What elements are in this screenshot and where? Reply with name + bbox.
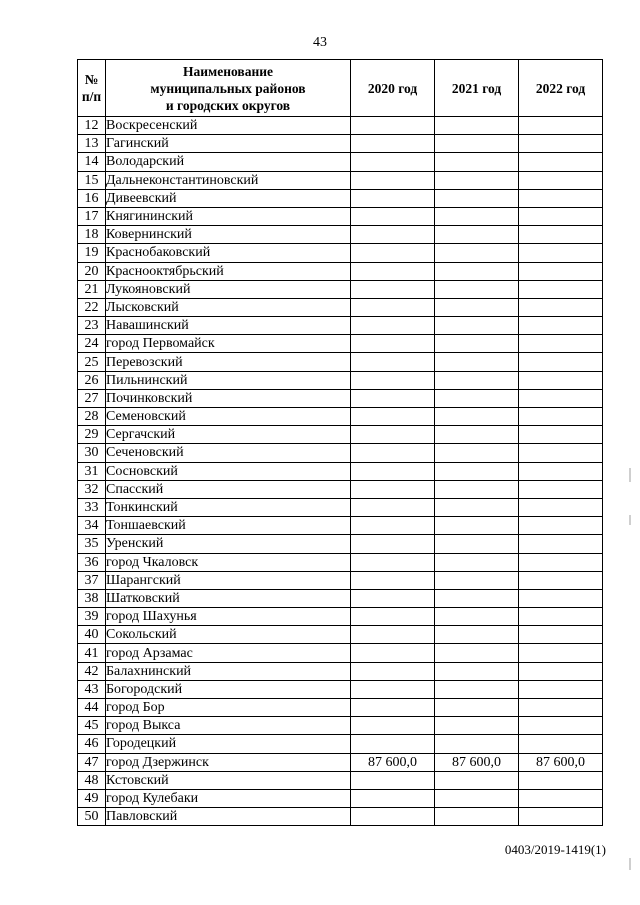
table-row [78, 371, 603, 389]
value-2020 [351, 353, 435, 371]
value-2022 [519, 189, 603, 207]
scan-mark [629, 468, 631, 482]
district-name: Пильнинский [106, 371, 351, 389]
value-2021 [435, 771, 519, 789]
row-number: 18 [78, 226, 106, 244]
table-row [78, 699, 603, 717]
value-2021 [435, 244, 519, 262]
district-name: Балахнинский [106, 662, 351, 680]
value-2021 [435, 371, 519, 389]
value-2021 [435, 662, 519, 680]
value-2020 [351, 226, 435, 244]
district-name: город Чкаловск [106, 553, 351, 571]
row-number: 41 [78, 644, 106, 662]
value-2022 [519, 171, 603, 189]
value-2021 [435, 426, 519, 444]
value-2020 [351, 789, 435, 807]
value-2022 [519, 808, 603, 826]
table-header-row [78, 60, 603, 117]
value-2022 [519, 207, 603, 225]
header-number-line2: п/п [81, 89, 102, 104]
district-name: Воскресенский [106, 117, 351, 135]
value-2021 [435, 153, 519, 171]
table-row [78, 262, 603, 280]
value-2020 [351, 426, 435, 444]
district-name: Краснобаковский [106, 244, 351, 262]
value-2021 [435, 680, 519, 698]
district-name: Шатковский [106, 589, 351, 607]
table-row [78, 626, 603, 644]
value-2022 [519, 335, 603, 353]
table-row [78, 498, 603, 516]
table-body [78, 117, 603, 826]
value-2021 [435, 480, 519, 498]
value-2022 [519, 117, 603, 135]
table-row [78, 680, 603, 698]
row-number: 39 [78, 608, 106, 626]
value-2020 [351, 280, 435, 298]
header-number-line1: № [84, 72, 99, 87]
district-name: Ковернинский [106, 226, 351, 244]
value-2020 [351, 189, 435, 207]
value-2022 [519, 717, 603, 735]
header-number [78, 60, 106, 117]
value-2022 [519, 244, 603, 262]
value-2020 [351, 644, 435, 662]
district-name: город Выкса [106, 717, 351, 735]
table-row [78, 171, 603, 189]
district-name: Сосновский [106, 462, 351, 480]
value-2022 [519, 462, 603, 480]
district-name: город Бор [106, 699, 351, 717]
row-number: 44 [78, 699, 106, 717]
value-2020 [351, 699, 435, 717]
table-row [78, 207, 603, 225]
district-name: Лукояновский [106, 280, 351, 298]
row-number: 30 [78, 444, 106, 462]
value-2021 [435, 517, 519, 535]
value-2021 [435, 298, 519, 316]
district-name: Краснооктябрьский [106, 262, 351, 280]
value-2020 [351, 498, 435, 516]
value-2020 [351, 626, 435, 644]
row-number: 16 [78, 189, 106, 207]
value-2020 [351, 517, 435, 535]
value-2021 [435, 789, 519, 807]
value-2021 [435, 735, 519, 753]
district-name: Богородский [106, 680, 351, 698]
value-2021 [435, 226, 519, 244]
value-2020 [351, 717, 435, 735]
value-2020 [351, 608, 435, 626]
header-name-line3: и городских округов [165, 97, 291, 113]
table-row [78, 335, 603, 353]
value-2020 [351, 153, 435, 171]
value-2020 [351, 589, 435, 607]
value-2022 [519, 608, 603, 626]
value-2022 [519, 535, 603, 553]
value-2021 [435, 353, 519, 371]
header-2020: 2020 год [351, 60, 435, 117]
value-2020 [351, 171, 435, 189]
table-row [78, 789, 603, 807]
value-2021 [435, 317, 519, 335]
value-2022 [519, 226, 603, 244]
value-2020 [351, 662, 435, 680]
table-row [78, 426, 603, 444]
row-number: 45 [78, 717, 106, 735]
table-row [78, 771, 603, 789]
district-name: Городецкий [106, 735, 351, 753]
row-number: 32 [78, 480, 106, 498]
value-2021 [435, 699, 519, 717]
row-number: 17 [78, 207, 106, 225]
value-2020 [351, 535, 435, 553]
row-number: 48 [78, 771, 106, 789]
table-row [78, 153, 603, 171]
table-row [78, 117, 603, 135]
value-2022 [519, 662, 603, 680]
value-2021 [435, 717, 519, 735]
value-2022 [519, 280, 603, 298]
row-number: 25 [78, 353, 106, 371]
value-2021: 87 600,0 [435, 753, 519, 771]
value-2020 [351, 117, 435, 135]
row-number: 14 [78, 153, 106, 171]
header-name-line1: Наименование [183, 63, 273, 79]
scan-mark [629, 515, 631, 525]
value-2020: 87 600,0 [351, 753, 435, 771]
table-row [78, 317, 603, 335]
value-2020 [351, 135, 435, 153]
table-row [78, 244, 603, 262]
row-number: 49 [78, 789, 106, 807]
municipalities-table [77, 59, 603, 826]
row-number: 35 [78, 535, 106, 553]
table-row [78, 662, 603, 680]
value-2021 [435, 608, 519, 626]
value-2022 [519, 789, 603, 807]
value-2020 [351, 462, 435, 480]
value-2021 [435, 444, 519, 462]
district-name: Семеновский [106, 408, 351, 426]
value-2022 [519, 735, 603, 753]
table-row [78, 408, 603, 426]
district-name: Княгининский [106, 207, 351, 225]
table-row [78, 389, 603, 407]
value-2021 [435, 262, 519, 280]
row-number: 28 [78, 408, 106, 426]
value-2020 [351, 335, 435, 353]
value-2021 [435, 553, 519, 571]
row-number: 12 [78, 117, 106, 135]
table-row [78, 753, 603, 771]
table-row [78, 353, 603, 371]
row-number: 23 [78, 317, 106, 335]
table-row [78, 571, 603, 589]
value-2020 [351, 680, 435, 698]
value-2022 [519, 298, 603, 316]
value-2022 [519, 135, 603, 153]
table-row [78, 808, 603, 826]
value-2022 [519, 353, 603, 371]
district-name: город Первомайск [106, 335, 351, 353]
value-2022 [519, 480, 603, 498]
value-2020 [351, 371, 435, 389]
district-name: Тоншаевский [106, 517, 351, 535]
value-2022 [519, 317, 603, 335]
row-number: 27 [78, 389, 106, 407]
district-name: Лысковский [106, 298, 351, 316]
value-2021 [435, 171, 519, 189]
value-2022 [519, 444, 603, 462]
table-row [78, 608, 603, 626]
district-name: Кстовский [106, 771, 351, 789]
row-number: 40 [78, 626, 106, 644]
row-number: 42 [78, 662, 106, 680]
row-number: 13 [78, 135, 106, 153]
district-name: город Дзержинск [106, 753, 351, 771]
value-2020 [351, 553, 435, 571]
value-2022: 87 600,0 [519, 753, 603, 771]
district-name: Спасский [106, 480, 351, 498]
value-2022 [519, 498, 603, 516]
value-2021 [435, 135, 519, 153]
value-2021 [435, 189, 519, 207]
table-row [78, 644, 603, 662]
value-2022 [519, 371, 603, 389]
value-2022 [519, 644, 603, 662]
district-name: Перевозский [106, 353, 351, 371]
value-2020 [351, 735, 435, 753]
row-number: 19 [78, 244, 106, 262]
value-2020 [351, 207, 435, 225]
district-name: Починковский [106, 389, 351, 407]
table-row [78, 535, 603, 553]
district-name: город Шахунья [106, 608, 351, 626]
value-2020 [351, 771, 435, 789]
value-2022 [519, 771, 603, 789]
district-name: город Арзамас [106, 644, 351, 662]
header-2021: 2021 год [435, 60, 519, 117]
value-2021 [435, 498, 519, 516]
row-number: 37 [78, 571, 106, 589]
table-row [78, 298, 603, 316]
row-number: 50 [78, 808, 106, 826]
row-number: 43 [78, 680, 106, 698]
table-row [78, 553, 603, 571]
district-name: Гагинский [106, 135, 351, 153]
table-row [78, 735, 603, 753]
district-name: Сергачский [106, 426, 351, 444]
value-2021 [435, 626, 519, 644]
district-name: Сокольский [106, 626, 351, 644]
value-2021 [435, 335, 519, 353]
header-name-line2: муниципальных районов [150, 80, 306, 96]
table-row [78, 589, 603, 607]
value-2021 [435, 408, 519, 426]
district-name: Павловский [106, 808, 351, 826]
value-2022 [519, 389, 603, 407]
row-number: 26 [78, 371, 106, 389]
value-2020 [351, 244, 435, 262]
value-2022 [519, 517, 603, 535]
page-number: 43 [313, 35, 327, 50]
value-2020 [351, 389, 435, 407]
value-2021 [435, 535, 519, 553]
table-row [78, 444, 603, 462]
district-name: Уренский [106, 535, 351, 553]
row-number: 20 [78, 262, 106, 280]
value-2022 [519, 626, 603, 644]
row-number: 38 [78, 589, 106, 607]
row-number: 33 [78, 498, 106, 516]
district-name: Шарангский [106, 571, 351, 589]
value-2021 [435, 808, 519, 826]
row-number: 29 [78, 426, 106, 444]
value-2022 [519, 426, 603, 444]
value-2022 [519, 699, 603, 717]
district-name: Володарский [106, 153, 351, 171]
row-number: 34 [78, 517, 106, 535]
value-2020 [351, 298, 435, 316]
value-2022 [519, 553, 603, 571]
value-2020 [351, 444, 435, 462]
table-row [78, 717, 603, 735]
value-2020 [351, 480, 435, 498]
row-number: 46 [78, 735, 106, 753]
value-2020 [351, 262, 435, 280]
row-number: 24 [78, 335, 106, 353]
value-2022 [519, 153, 603, 171]
value-2022 [519, 262, 603, 280]
value-2022 [519, 680, 603, 698]
table-row [78, 462, 603, 480]
district-name: Тонкинский [106, 498, 351, 516]
table-row [78, 226, 603, 244]
table-row [78, 480, 603, 498]
value-2021 [435, 462, 519, 480]
row-number: 36 [78, 553, 106, 571]
district-name: Сеченовский [106, 444, 351, 462]
value-2020 [351, 571, 435, 589]
row-number: 47 [78, 753, 106, 771]
value-2021 [435, 389, 519, 407]
value-2022 [519, 589, 603, 607]
table-row [78, 280, 603, 298]
value-2020 [351, 317, 435, 335]
value-2022 [519, 571, 603, 589]
table-row [78, 189, 603, 207]
value-2020 [351, 408, 435, 426]
table-row [78, 517, 603, 535]
district-name: Дивеевский [106, 189, 351, 207]
scan-mark [629, 858, 631, 870]
value-2021 [435, 117, 519, 135]
table-row [78, 135, 603, 153]
value-2021 [435, 571, 519, 589]
value-2020 [351, 808, 435, 826]
row-number: 15 [78, 171, 106, 189]
value-2021 [435, 207, 519, 225]
row-number: 31 [78, 462, 106, 480]
value-2022 [519, 408, 603, 426]
value-2021 [435, 589, 519, 607]
row-number: 22 [78, 298, 106, 316]
header-name [106, 60, 351, 117]
value-2021 [435, 644, 519, 662]
document-code: 0403/2019-1419(1) [504, 842, 606, 857]
value-2021 [435, 280, 519, 298]
district-name: город Кулебаки [106, 789, 351, 807]
header-2022: 2022 год [519, 60, 603, 117]
district-name: Навашинский [106, 317, 351, 335]
district-name: Дальнеконстантиновский [106, 171, 351, 189]
row-number: 21 [78, 280, 106, 298]
